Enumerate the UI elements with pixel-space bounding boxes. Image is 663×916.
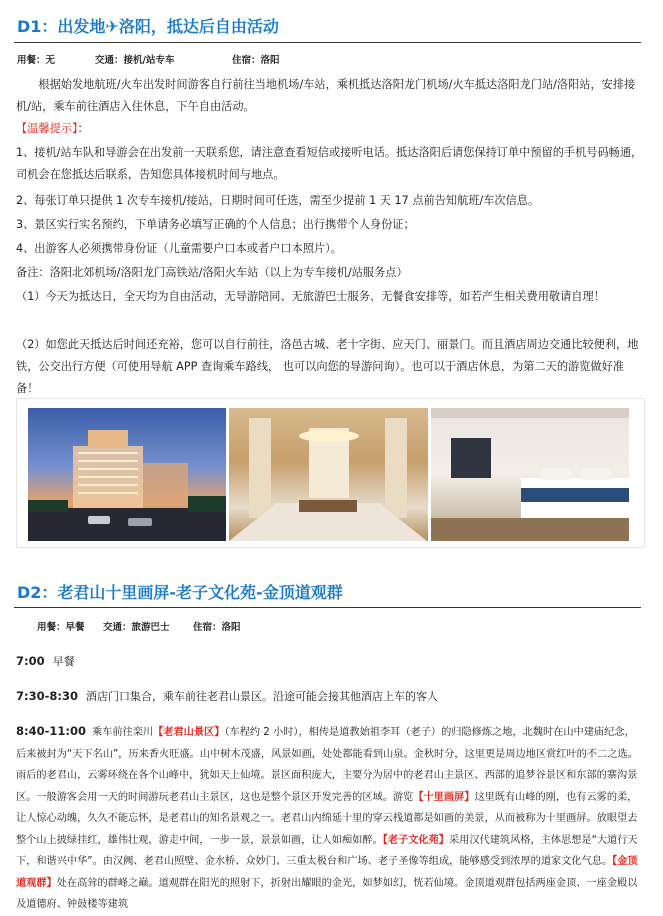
day2-divider xyxy=(14,607,641,608)
tips-colon: ： xyxy=(77,122,89,135)
jinding-highlight: 【金顶道观群】 xyxy=(16,856,638,889)
day1-title: D1：出发地✈洛阳，抵达后自由活动 xyxy=(17,17,279,36)
laojun-desc-e: 处在高耸的群峰之巅。道观群在阳光的照射下，折射出耀眼的金光，如梦如幻，恍若仙境。金顶道观群包括两座金顶、一座金殿以及道德府、钟鼓楼等建筑 xyxy=(16,877,638,910)
schedule-item-laojun xyxy=(16,721,643,916)
day2-title: D2：老君山十里画屏-老子文化苑-金顶道观群 xyxy=(17,583,343,602)
day1-transport: 交通：接机/站专车 xyxy=(95,55,175,66)
schedule-time: 8:40-11:00 xyxy=(16,724,86,738)
laojun-desc-d: 采用汉代建筑风格，主体思想是“大道行天下，和谐兴中华”。由汉阙、老君山照壁、金水桥、众妙门、三重太极台和广场、老子圣像等组成，能够感受到浓厚的道家文化气息。 xyxy=(16,834,638,867)
tip-1: 1、接机/站车队和导游会在出发前一天联系您，请注意查看短信或接听电话。抵达洛阳后请您保持订单中预留的手机号码畅通，司机会在您抵达后联系，告知您具体接机时间与地点。 xyxy=(16,146,643,181)
laojun-desc-c: 这里既有山峰的刚，也有云雾的柔，让人惊心动魄，久久不能忘怀，是老君山的知名景观之一。老君山内绵延十里的穿云栈道都是如画的美景，从而被称为十里画屏。放眼望去整个山上披绿挂红，雄伟壮观，游走中间，一步一景，景景如画，让人如痴如醉。 xyxy=(16,791,638,846)
note-suggestion: （2）如您此天抵达后时间还充裕，您可以自行前往，洛邑古城、老十字街、应天门、丽景门。而且酒店周边交通比较便利，地铁，公交出行方便（可使用导航 APP 查询乘车路线， 也可以向您的导游问询）。也可以于酒店休息，为第二天的游览做好准备！ xyxy=(16,338,639,395)
day2-stay: 住宿：洛阳 xyxy=(193,622,241,633)
schedule-item-breakfast xyxy=(16,653,75,669)
schedule-time: 7:00 xyxy=(16,654,45,668)
tips-label: 【温馨提示】 xyxy=(16,122,78,135)
day1-intro: 根据始发地航班/火车出发时间游客自行前往当地机场/车站，乘机抵达洛阳龙门机场/火车抵达洛阳龙门站/洛阳站，安排接机/站，乘车前往酒店入住休息，下午自由活动。 xyxy=(16,78,636,113)
day1-tips-heading xyxy=(16,118,643,140)
hotel-lobby-photo xyxy=(229,408,427,541)
schedule-desc: 酒店门口集合，乘车前往老君山景区。沿途可能会接其他酒店上车的客人 xyxy=(85,690,438,703)
hotel-photos xyxy=(28,408,629,541)
schedule-desc: 早餐 xyxy=(52,655,75,668)
note-free-day: （1）今天为抵达日，全天均为自由活动，无导游陪同、无旅游巴士服务、无餐食安排等，如若产生相关费用敬请自理！ xyxy=(16,290,605,303)
tip-2: 2、每张订单只提供 1 次专车接机/接站，日期时间可任选，需至少提前 1 天 17 点前告知航班/车次信息。 xyxy=(16,194,540,207)
tip-4: 4、出游客人必须携带身份证（儿童需要户口本或者户口本照片）。 xyxy=(16,242,342,255)
day1-stay: 住宿：洛阳 xyxy=(232,55,280,66)
day2-transport: 交通：旅游巴士 xyxy=(103,622,170,633)
note-service-points: 备注：洛阳北郊机场/洛阳龙门高铁站/洛阳火车站（以上为专车接机/站服务点） xyxy=(16,266,408,279)
day1-divider xyxy=(14,42,641,43)
hotel-exterior-photo xyxy=(28,408,226,541)
shili-huaping-highlight: 【十里画屏】 xyxy=(413,791,475,803)
tip-3: 3、景区实行实名预约，下单请务必填写正确的个人信息；出行携带个人身份证； xyxy=(16,218,415,231)
laojun-desc-b: （车程约 2 小时），相传是道教始祖李耳（老子）的归隐修炼之地，北魏时在山中建庙纪念，后来被封为“天下名山”，历来香火旺盛。山中树木茂盛，风景如画，处处都能看到山泉。金秋时分，这里更是周边地区赏红叶的不二之选。雨后的老君山，云雾环绕在各个山峰中，犹如天上仙境。景区面积庞大，主要分为居中的老君山主景区、西部的追梦谷景区和东部的寨沟景区。一般游客会用一天的时间游玩老君山主景区，这也是整个景区开发完善的区域。游览 xyxy=(16,727,638,803)
hotel-room-photo xyxy=(431,408,629,541)
day1-meal: 用餐：无 xyxy=(17,55,56,66)
schedule-item-depart xyxy=(16,688,438,704)
laojun-desc-a: 乘车前往栾川 xyxy=(91,727,154,738)
laozi-culture-highlight: 【老子文化苑】 xyxy=(382,834,449,846)
day2-meal: 用餐：早餐 xyxy=(37,622,85,633)
laojun-highlight: 【老君山景区】 xyxy=(153,727,225,738)
schedule-time: 7:30-8:30 xyxy=(16,689,78,703)
